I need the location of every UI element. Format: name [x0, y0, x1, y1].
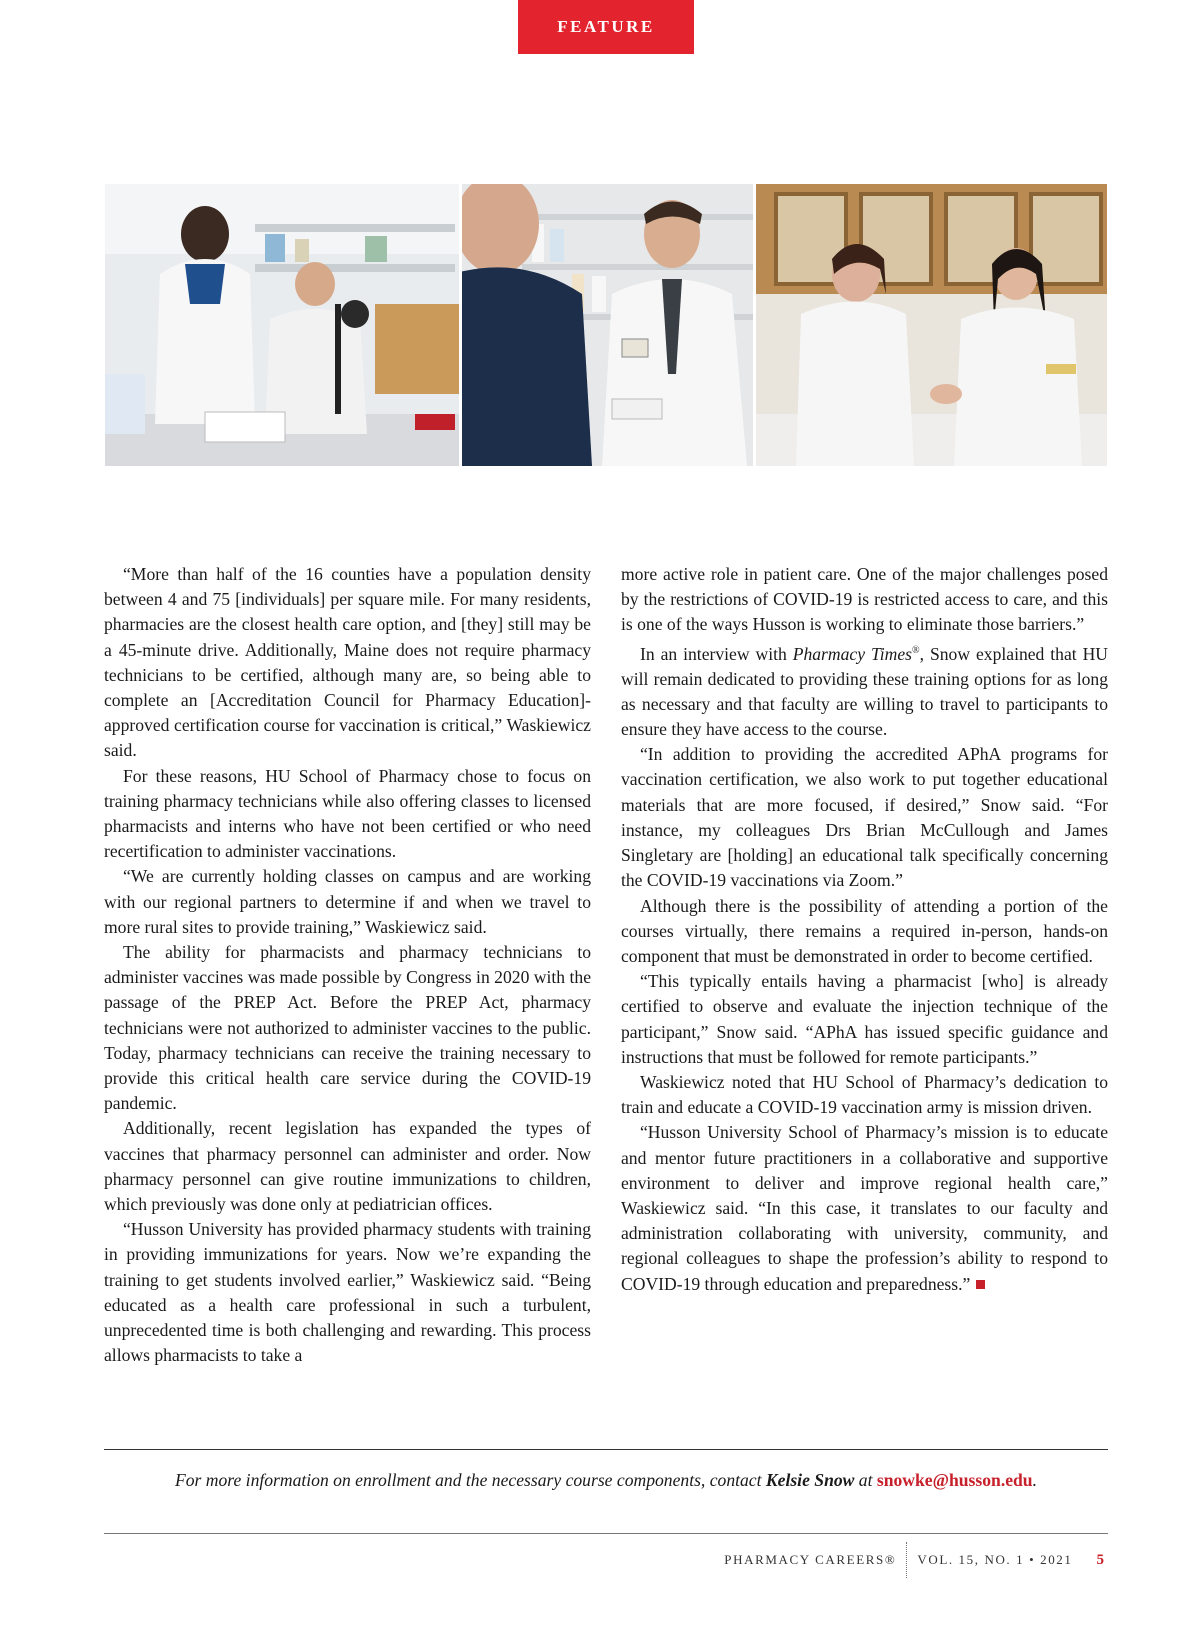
footer-divider [906, 1542, 907, 1578]
lab-discussion-photo [756, 184, 1107, 466]
contact-info-suffix: . [1032, 1470, 1037, 1490]
article-paragraph: For these reasons, HU School of Pharmacy chose to focus on training pharmacy technicians while also offering classes to licensed pharmacists and interns who have not been certified or who need recertification to administer vaccinations. [104, 765, 591, 862]
publication-name: Pharmacy Times [792, 643, 913, 664]
registered-mark: ® [912, 644, 920, 656]
info-divider-bottom [104, 1533, 1108, 1534]
interview-text-pre: In an interview with [640, 643, 793, 664]
contact-info-middle: at [854, 1470, 877, 1490]
article-body [104, 562, 1108, 1422]
article-paragraph: “Husson University has provided pharmacy students with training in providing immunizations for years. Now we’re expanding the training to get students involved earlier,” Waskiewicz said. “Being educated as a health care professional in such a turbulent, unprecedented time is both challenging and rewarding. This process allows pharmacists to take a [104, 1219, 591, 1366]
photo-strip [105, 184, 1107, 466]
article-paragraph: Waskiewicz noted that HU School of Pharmacy’s dedication to train and educate a COVID-19 vaccination army is mission driven. [621, 1071, 1108, 1118]
issue-info: VOL. 15, NO. 1 • 2021 [917, 1552, 1073, 1567]
article-paragraph: “More than half of the 16 counties have a population density between 4 and 75 [individuals] per square mile. For many residents, pharmacies are the closest health care option, and [they] still may be a 45-minute drive. Additionally, Maine does not require pharmacy technicians to be certified, although many are, so being able to complete an [Accreditation Council for Pharmacy Education]-approved certification course for vaccination is critical,” Waskiewicz said. [104, 564, 591, 761]
contact-info-prefix: For more information on enrollment and the necessary course components, contact [174, 1470, 766, 1490]
interview-text-post: , Snow explained that HU will remain dedicated to providing these training options for as long as necessary and that faculty are willing to travel to participants to ensure they have access to the course. [621, 643, 1109, 740]
article-paragraph: Additionally, recent legislation has expanded the types of vaccines that pharmacy personnel can administer and order. Now pharmacy personnel can give routine immunizations to children, which previously was done only at pediatrician offices. [104, 1118, 591, 1215]
pharmacy-counter-photo-image [462, 184, 753, 466]
end-of-article-mark [976, 1280, 985, 1289]
lab-discussion-photo-image [756, 184, 1107, 466]
article-paragraph-final [621, 1120, 1108, 1296]
pharmacy-counter-photo [462, 184, 753, 466]
info-divider-top [104, 1449, 1108, 1450]
article-paragraph [621, 638, 1108, 743]
lab-photo-microscope [105, 184, 459, 466]
final-paragraph-text: “Husson University School of Pharmacy’s mission is to educate and mentor future practitioners in a collaborative and supportive environment to deliver and improve regional health care,” Waskiewicz said. “In this case, it translates to our faculty and administration collaborating with university, community, and regional colleagues to shape the profession’s ability to respond to COVID-19 through education and preparedness.” [621, 1122, 1108, 1294]
lab-photo-microscope-image [105, 184, 459, 466]
article-paragraph: Although there is the possibility of attending a portion of the courses virtually, there remains a required in-person, hands-on component that must be demonstrated in order to become certified. [621, 895, 1108, 966]
page-footer [724, 1548, 1104, 1572]
section-tag: FEATURE [518, 0, 694, 54]
contact-email-link[interactable]: snowke@husson.edu [876, 1470, 1033, 1490]
article-column-left [104, 562, 591, 1422]
article-column-right [621, 562, 1108, 1422]
article-paragraph: “This typically entails having a pharmacist [who] is already certified to observe and evaluate the injection technique of the participant,” Snow said. “APhA has issued specific guidance and instructions that must be followed for remote participants.” [621, 971, 1108, 1067]
publication-title: PHARMACY CAREERS® [724, 1552, 897, 1567]
page-number: 5 [1096, 1551, 1104, 1568]
article-paragraph: The ability for pharmacists and pharmacy technicians to administer vaccines was made possible by Congress in 2020 with the passage of the PREP Act. Before the PREP Act, pharmacy technicians were not authorized to administer vaccines to the public. Today, pharmacy technicians can receive the training necessary to provide this critical health care service during the COVID-19 pandemic. [104, 942, 591, 1114]
contact-name: Kelsie Snow [765, 1470, 855, 1490]
article-paragraph: “We are currently holding classes on campus and are working with our regional partners to determine if and when we travel to more rural sites to provide training,” Waskiewicz said. [104, 866, 591, 937]
contact-info-line [104, 1470, 1108, 1491]
article-paragraph: “In addition to providing the accredited APhA programs for vaccination certification, we also work to put together educational materials that are more focused, if desired,” Snow said. “For instance, my colleagues Drs Brian McCullough and James Singletary are [holding] an educational talk specifically concerning the COVID-19 vaccinations via Zoom.” [621, 744, 1108, 891]
article-paragraph-continuation: more active role in patient care. One of the major challenges posed by the restrictions of COVID-19 is restricted access to care, and this is one of the ways Husson is working to eliminate those barriers.” [621, 564, 1108, 635]
